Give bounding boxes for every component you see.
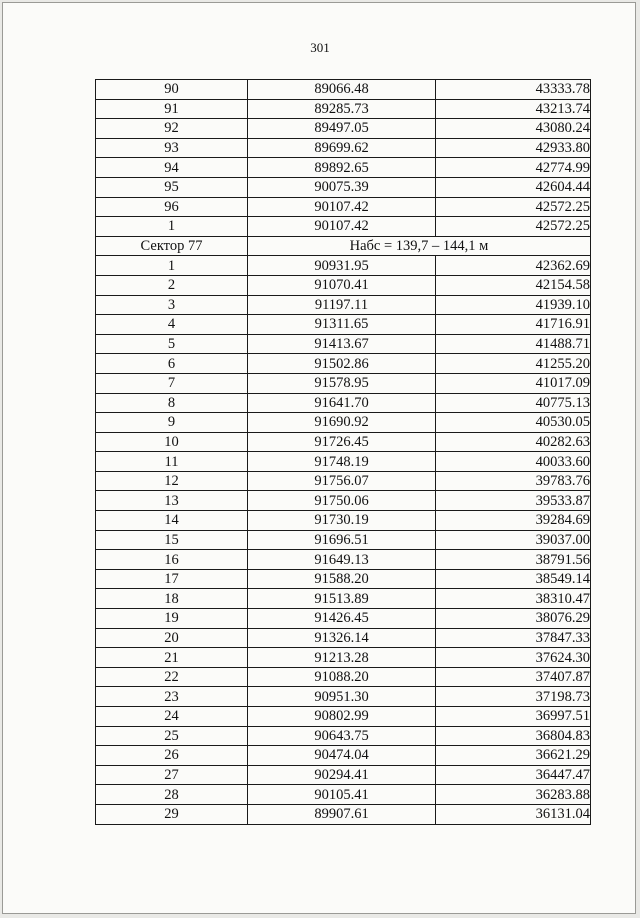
y-coordinate-cell: 39533.87 <box>436 491 591 511</box>
table-row <box>96 511 591 531</box>
table-row <box>96 295 591 315</box>
point-number-cell: 1 <box>96 256 248 276</box>
y-coordinate-cell: 37624.30 <box>436 648 591 668</box>
table-row <box>96 550 591 570</box>
y-coordinate-cell: 41939.10 <box>436 295 591 315</box>
x-coordinate-cell: 91197.11 <box>248 295 436 315</box>
table-row <box>96 609 591 629</box>
coordinates-table <box>95 79 591 825</box>
x-coordinate-cell: 91513.89 <box>248 589 436 609</box>
point-number-cell: 12 <box>96 471 248 491</box>
point-number-cell: 25 <box>96 726 248 746</box>
y-coordinate-cell: 40775.13 <box>436 393 591 413</box>
point-number-cell: 27 <box>96 765 248 785</box>
point-number-cell: 1 <box>96 217 248 237</box>
y-coordinate-cell: 42154.58 <box>436 275 591 295</box>
table-row <box>96 99 591 119</box>
x-coordinate-cell: 91649.13 <box>248 550 436 570</box>
point-number-cell: 91 <box>96 99 248 119</box>
y-coordinate-cell: 36283.88 <box>436 785 591 805</box>
x-coordinate-cell: 91690.92 <box>248 413 436 433</box>
sector-height-range: Набс = 139,7 – 144,1 м <box>248 236 591 256</box>
table-row <box>96 217 591 237</box>
x-coordinate-cell: 91578.95 <box>248 373 436 393</box>
x-coordinate-cell: 91588.20 <box>248 569 436 589</box>
table-row <box>96 628 591 648</box>
point-number-cell: 90 <box>96 80 248 100</box>
y-coordinate-cell: 42572.25 <box>436 217 591 237</box>
point-number-cell: 8 <box>96 393 248 413</box>
table-row <box>96 80 591 100</box>
point-number-cell: 21 <box>96 648 248 668</box>
x-coordinate-cell: 90474.04 <box>248 746 436 766</box>
table-row <box>96 746 591 766</box>
x-coordinate-cell: 89066.48 <box>248 80 436 100</box>
y-coordinate-cell: 38791.56 <box>436 550 591 570</box>
x-coordinate-cell: 91311.65 <box>248 315 436 335</box>
table-row <box>96 334 591 354</box>
table-row <box>96 275 591 295</box>
x-coordinate-cell: 90107.42 <box>248 217 436 237</box>
point-number-cell: 9 <box>96 413 248 433</box>
y-coordinate-cell: 37198.73 <box>436 687 591 707</box>
x-coordinate-cell: 91730.19 <box>248 511 436 531</box>
table-row <box>96 785 591 805</box>
point-number-cell: 26 <box>96 746 248 766</box>
point-number-cell: 15 <box>96 530 248 550</box>
x-coordinate-cell: 90294.41 <box>248 765 436 785</box>
table-row <box>96 530 591 550</box>
coordinates-table-body-bottom <box>96 256 591 824</box>
y-coordinate-cell: 36997.51 <box>436 707 591 727</box>
table-row <box>96 491 591 511</box>
x-coordinate-cell: 90105.41 <box>248 785 436 805</box>
point-number-cell: 92 <box>96 119 248 139</box>
table-row <box>96 687 591 707</box>
coordinates-table-body-top <box>96 80 591 237</box>
y-coordinate-cell: 41017.09 <box>436 373 591 393</box>
y-coordinate-cell: 36804.83 <box>436 726 591 746</box>
point-number-cell: 2 <box>96 275 248 295</box>
point-number-cell: 28 <box>96 785 248 805</box>
point-number-cell: 14 <box>96 511 248 531</box>
point-number-cell: 6 <box>96 354 248 374</box>
x-coordinate-cell: 91502.86 <box>248 354 436 374</box>
x-coordinate-cell: 91326.14 <box>248 628 436 648</box>
table-row <box>96 256 591 276</box>
x-coordinate-cell: 91750.06 <box>248 491 436 511</box>
y-coordinate-cell: 42933.80 <box>436 138 591 158</box>
table-row <box>96 648 591 668</box>
y-coordinate-cell: 43213.74 <box>436 99 591 119</box>
sector-header-row <box>96 236 591 256</box>
table-row <box>96 197 591 217</box>
y-coordinate-cell: 37407.87 <box>436 667 591 687</box>
x-coordinate-cell: 90802.99 <box>248 707 436 727</box>
table-row <box>96 119 591 139</box>
sector-header <box>96 236 591 256</box>
y-coordinate-cell: 39783.76 <box>436 471 591 491</box>
table-row <box>96 432 591 452</box>
x-coordinate-cell: 91088.20 <box>248 667 436 687</box>
point-number-cell: 17 <box>96 569 248 589</box>
point-number-cell: 29 <box>96 804 248 824</box>
y-coordinate-cell: 36447.47 <box>436 765 591 785</box>
point-number-cell: 20 <box>96 628 248 648</box>
table-row <box>96 158 591 178</box>
point-number-cell: 19 <box>96 609 248 629</box>
y-coordinate-cell: 37847.33 <box>436 628 591 648</box>
table-row <box>96 177 591 197</box>
point-number-cell: 22 <box>96 667 248 687</box>
y-coordinate-cell: 39037.00 <box>436 530 591 550</box>
document-page <box>2 2 636 914</box>
y-coordinate-cell: 39284.69 <box>436 511 591 531</box>
point-number-cell: 7 <box>96 373 248 393</box>
table-row <box>96 569 591 589</box>
point-number-cell: 10 <box>96 432 248 452</box>
table-row <box>96 393 591 413</box>
point-number-cell: 95 <box>96 177 248 197</box>
x-coordinate-cell: 89285.73 <box>248 99 436 119</box>
x-coordinate-cell: 90107.42 <box>248 197 436 217</box>
x-coordinate-cell: 91726.45 <box>248 432 436 452</box>
x-coordinate-cell: 90643.75 <box>248 726 436 746</box>
x-coordinate-cell: 91756.07 <box>248 471 436 491</box>
table-row <box>96 373 591 393</box>
y-coordinate-cell: 41488.71 <box>436 334 591 354</box>
table-row <box>96 804 591 824</box>
x-coordinate-cell: 91748.19 <box>248 452 436 472</box>
point-number-cell: 23 <box>96 687 248 707</box>
y-coordinate-cell: 40033.60 <box>436 452 591 472</box>
table-row <box>96 452 591 472</box>
table-row <box>96 726 591 746</box>
y-coordinate-cell: 38310.47 <box>436 589 591 609</box>
page-number: 301 <box>310 40 330 55</box>
table-row <box>96 589 591 609</box>
y-coordinate-cell: 41255.20 <box>436 354 591 374</box>
point-number-cell: 16 <box>96 550 248 570</box>
point-number-cell: 18 <box>96 589 248 609</box>
x-coordinate-cell: 91413.67 <box>248 334 436 354</box>
x-coordinate-cell: 91213.28 <box>248 648 436 668</box>
x-coordinate-cell: 90931.95 <box>248 256 436 276</box>
x-coordinate-cell: 89892.65 <box>248 158 436 178</box>
point-number-cell: 3 <box>96 295 248 315</box>
y-coordinate-cell: 41716.91 <box>436 315 591 335</box>
y-coordinate-cell: 36621.29 <box>436 746 591 766</box>
x-coordinate-cell: 90075.39 <box>248 177 436 197</box>
point-number-cell: 93 <box>96 138 248 158</box>
y-coordinate-cell: 43333.78 <box>436 80 591 100</box>
y-coordinate-cell: 40282.63 <box>436 432 591 452</box>
point-number-cell: 11 <box>96 452 248 472</box>
x-coordinate-cell: 89497.05 <box>248 119 436 139</box>
point-number-cell: 13 <box>96 491 248 511</box>
point-number-cell: 96 <box>96 197 248 217</box>
y-coordinate-cell: 36131.04 <box>436 804 591 824</box>
y-coordinate-cell: 42604.44 <box>436 177 591 197</box>
point-number-cell: 94 <box>96 158 248 178</box>
x-coordinate-cell: 90951.30 <box>248 687 436 707</box>
y-coordinate-cell: 42362.69 <box>436 256 591 276</box>
y-coordinate-cell: 40530.05 <box>436 413 591 433</box>
y-coordinate-cell: 43080.24 <box>436 119 591 139</box>
table-row <box>96 707 591 727</box>
y-coordinate-cell: 38549.14 <box>436 569 591 589</box>
point-number-cell: 5 <box>96 334 248 354</box>
table-row <box>96 413 591 433</box>
x-coordinate-cell: 91696.51 <box>248 530 436 550</box>
table-row <box>96 315 591 335</box>
x-coordinate-cell: 91641.70 <box>248 393 436 413</box>
x-coordinate-cell: 91070.41 <box>248 275 436 295</box>
point-number-cell: 24 <box>96 707 248 727</box>
y-coordinate-cell: 38076.29 <box>436 609 591 629</box>
x-coordinate-cell: 91426.45 <box>248 609 436 629</box>
sector-name: Сектор 77 <box>96 236 248 256</box>
y-coordinate-cell: 42774.99 <box>436 158 591 178</box>
table-row <box>96 765 591 785</box>
table-row <box>96 471 591 491</box>
y-coordinate-cell: 42572.25 <box>436 197 591 217</box>
table-row <box>96 667 591 687</box>
table-row <box>96 354 591 374</box>
x-coordinate-cell: 89699.62 <box>248 138 436 158</box>
x-coordinate-cell: 89907.61 <box>248 804 436 824</box>
table-row <box>96 138 591 158</box>
point-number-cell: 4 <box>96 315 248 335</box>
